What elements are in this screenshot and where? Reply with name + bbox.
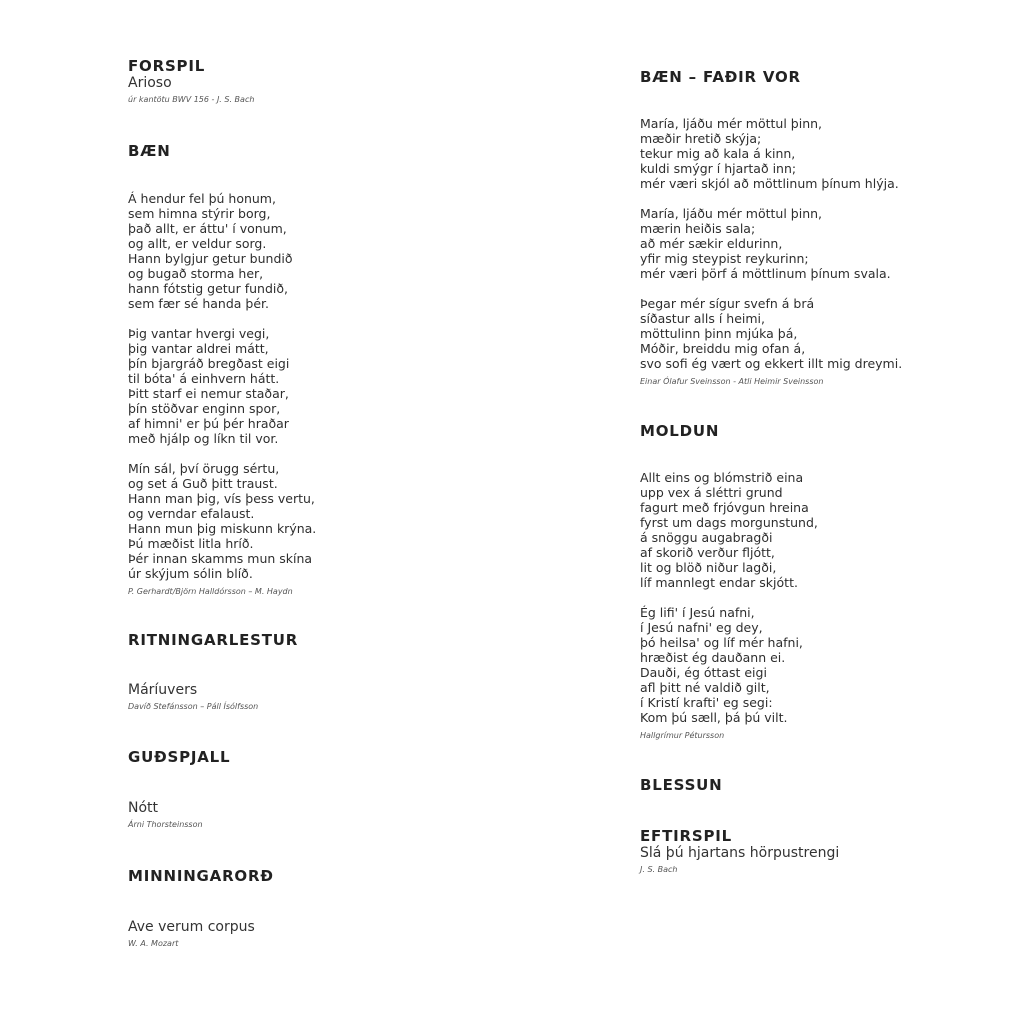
moldun-stanza-2: [640, 605, 1024, 741]
verse-line: mærin heiðis sala;: [640, 221, 756, 236]
section-blessun: [640, 776, 1024, 794]
verse-line: síðastur alls í heimi,: [640, 311, 765, 326]
piece-title: Arioso: [128, 75, 172, 91]
verse-line: á snöggu augabragði: [640, 530, 773, 545]
fadir-vor-stanza-3: [640, 296, 1024, 387]
verse-line: Hann mun þig miskunn krýna.: [128, 521, 317, 536]
verse-line: svo sofi ég vært og ekkert illt mig dreymi.: [640, 356, 903, 371]
verse-line: Þegar mér sígur svefn á brá: [640, 296, 815, 311]
piece-credit: P. Gerhardt/Björn Halldórsson – M. Haydn: [128, 587, 293, 596]
verse-line: Kom þú sæll, þá þú vilt.: [640, 710, 788, 725]
piece-title: Nótt: [128, 800, 159, 816]
section-heading: RITNINGARLESTUR: [128, 631, 299, 649]
section-moldun: [640, 422, 1024, 440]
section-heading: EFTIRSPIL: [640, 827, 732, 845]
verse-line: það allt, er áttu' í vonum,: [128, 221, 287, 236]
verse-line: Á hendur fel þú honum,: [128, 191, 276, 206]
verse-line: með hjálp og líkn til vor.: [128, 431, 279, 446]
verse-line: Þig vantar hvergi vegi,: [128, 326, 270, 341]
verse-line: upp vex á sléttri grund: [640, 485, 783, 500]
section-eftirspil: [640, 827, 1024, 875]
verse-line: fyrst um dags morgunstund,: [640, 515, 818, 530]
verse-line: María, ljáðu mér möttul þinn,: [640, 116, 823, 131]
piece-title: Ave verum corpus: [128, 919, 255, 935]
verse-line: þig vantar aldrei mátt,: [128, 341, 269, 356]
verse-line: kuldi smýgr í hjartað inn;: [640, 161, 797, 176]
verse-line: Þú mæðist litla hríð.: [128, 536, 254, 551]
verse-line: þín bjargráð bregðast eigi: [128, 356, 290, 371]
verse-line: mér væri þörf á möttlinum þínum svala.: [640, 266, 891, 281]
verse-line: fagurt með frjóvgun hreina: [640, 500, 809, 515]
verse-line: til bóta' á einhvern hátt.: [128, 371, 280, 386]
verse-line: María, ljáðu mér möttul þinn,: [640, 206, 823, 221]
verse-line: tekur mig að kala á kinn,: [640, 146, 796, 161]
verse-line: Dauði, ég óttast eigi: [640, 665, 767, 680]
section-baen: [128, 142, 588, 160]
verse-line: úr skýjum sólin blíð.: [128, 566, 253, 581]
verse-line: yfir mig steypist reykurinn;: [640, 251, 809, 266]
section-heading: BÆN – FAÐIR VOR: [640, 68, 801, 86]
piece-credit: W. A. Mozart: [128, 939, 179, 948]
moldun-stanza-1: [640, 470, 1024, 590]
section-forspil: [128, 57, 588, 105]
section-minningarord: [128, 867, 588, 885]
verse-line: mér væri skjól að möttlinum þínum hlýja.: [640, 176, 899, 191]
baen-stanza-2: [128, 326, 588, 446]
verse-line: möttulinn þinn mjúka þá,: [640, 326, 798, 341]
verse-line: Þitt starf ei nemur staðar,: [128, 386, 289, 401]
section-heading: MOLDUN: [640, 422, 720, 440]
verse-line: og bugað storma her,: [128, 266, 264, 281]
verse-line: Allt eins og blómstrið eina: [640, 470, 804, 485]
section-heading: MINNINGARORÐ: [128, 867, 274, 885]
verse-line: Hann man þig, vís þess vertu,: [128, 491, 315, 506]
verse-line: mæðir hretið skýja;: [640, 131, 762, 146]
verse-line: Hann bylgjur getur bundið: [128, 251, 293, 266]
piece-credit: úr kantötu BWV 156 - J. S. Bach: [128, 95, 255, 104]
baen-stanza-3: [128, 461, 588, 597]
verse-line: þín stöðvar enginn spor,: [128, 401, 281, 416]
piece-credit: J. S. Bach: [640, 865, 678, 874]
piece-title: Máríuvers: [128, 682, 198, 698]
verse-line: og allt, er veldur sorg.: [128, 236, 267, 251]
section-baen-fadir-vor: [640, 68, 1024, 86]
piece-ave-verum-corpus: [128, 919, 588, 949]
section-heading: BLESSUN: [640, 776, 723, 794]
verse-line: sem fær sé handa þér.: [128, 296, 269, 311]
verse-line: sem himna stýrir borg,: [128, 206, 271, 221]
piece-credit: Árni Thorsteinsson: [128, 820, 203, 829]
verse-line: lit og blöð niður lagði,: [640, 560, 777, 575]
section-heading: FORSPIL: [128, 57, 206, 75]
verse-line: í Jesú nafni' eg dey,: [640, 620, 763, 635]
piece-nott: [128, 800, 588, 830]
piece-credit: Davíð Stefánsson – Páll Ísólfsson: [128, 702, 259, 711]
verse-line: Ég lifi' í Jesú nafni,: [640, 605, 755, 620]
verse-line: af skorið verður fljótt,: [640, 545, 775, 560]
piece-mariuvers: [128, 682, 588, 712]
section-ritningarlestur: [128, 631, 588, 649]
piece-title: Slá þú hjartans hörpustrengi: [640, 845, 840, 861]
verse-line: Mín sál, því örugg sértu,: [128, 461, 280, 476]
verse-line: hræðist ég dauðann ei.: [640, 650, 786, 665]
verse-line: afl þitt né valdið gilt,: [640, 680, 770, 695]
fadir-vor-stanza-1: [640, 116, 1024, 191]
section-heading: BÆN: [128, 142, 171, 160]
verse-line: Móðir, breiddu mig ofan á,: [640, 341, 806, 356]
verse-line: af himni' er þú þér hraðar: [128, 416, 289, 431]
verse-line: og set á Guð þitt traust.: [128, 476, 278, 491]
baen-stanza-1: [128, 191, 588, 311]
fadir-vor-stanza-2: [640, 206, 1024, 281]
verse-line: þó heilsa' og líf mér hafni,: [640, 635, 803, 650]
verse-line: líf mannlegt endar skjótt.: [640, 575, 798, 590]
verse-line: í Kristí krafti' eg segi:: [640, 695, 773, 710]
section-gudspjall: [128, 748, 588, 766]
verse-line: hann fótstig getur fundið,: [128, 281, 288, 296]
verse-line: Þér innan skamms mun skína: [128, 551, 313, 566]
piece-credit: Einar Ólafur Sveinsson - Atli Heimir Sveinsson: [640, 377, 824, 386]
section-heading: GUÐSPJALL: [128, 748, 231, 766]
verse-line: og verndar efalaust.: [128, 506, 255, 521]
piece-credit: Hallgrímur Pétursson: [640, 731, 725, 740]
verse-line: að mér sækir eldurinn,: [640, 236, 783, 251]
